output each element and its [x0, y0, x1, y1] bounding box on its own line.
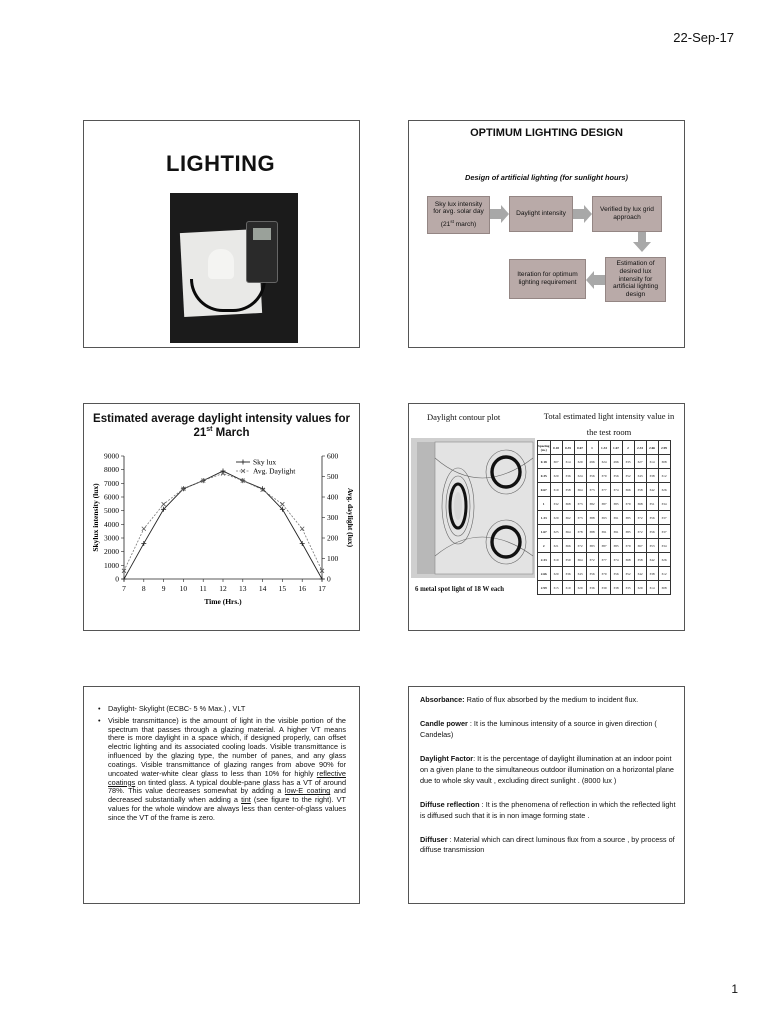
- y2-tick-label: 0: [327, 574, 331, 584]
- table-cell: 337: [658, 511, 670, 525]
- table-cell: 368: [622, 553, 634, 567]
- table-cell: 362: [562, 511, 574, 525]
- bullet-visible-transmittance: • Visible transmittance) is the amount of light in the visible portion of the spectrum that passes through a glazing material. A higher VT means there is more daylight in a space which, if designed properly, can offset electric lighting and its associated cooling loads. Visible transmittance is influenced by the glazing type, the number of panes, and any glass coatings. Visible transmittance of glazing ranges from above 90% for uncoated water-white clear glass to less than 10% for highly reflective coatings on tinted glass. A typical double-pane glass has a VT of around 78%. This value decreases somewhat by adding a low-E coating and decreased substantially when adding a tint (see figure to the right). VT values for the whole window are always less than center-of-glass values since the VT of the frame is zero.: [98, 717, 346, 823]
- data-point-sky-lux: [221, 469, 226, 474]
- y2-tick-label: 100: [327, 554, 339, 563]
- table-header-cell: 2.99: [658, 441, 670, 455]
- table-cell: 343: [634, 469, 646, 483]
- arrow-down-icon: [633, 231, 651, 252]
- table-cell: 307: [550, 455, 562, 469]
- x-tick-label: 11: [199, 584, 207, 593]
- table-cell: 356: [610, 567, 622, 581]
- x-tick-label: 9: [161, 584, 166, 593]
- table-cell: 314: [646, 581, 658, 595]
- table-cell: 1: [538, 497, 551, 511]
- slide-title: Estimated average daylight intensity values for 21st March: [93, 413, 350, 440]
- table-cell: 2: [538, 539, 551, 553]
- data-point-avg-daylight: [300, 527, 304, 531]
- x-tick-label: 7: [122, 584, 126, 593]
- y-tick-label: 3000: [104, 533, 119, 543]
- y2-tick-label: 500: [327, 472, 339, 481]
- table-cell: 338: [646, 469, 658, 483]
- definition-absorbance: Absorbance: Ratio of flux absorbed by the medium to incident flux.: [420, 695, 639, 704]
- table-cell: 368: [634, 497, 646, 511]
- table-cell: 0.67: [538, 483, 551, 497]
- table-cell: 320: [550, 567, 562, 581]
- table-cell: 377: [598, 483, 610, 497]
- table-cell: 334: [658, 539, 670, 553]
- data-point-avg-daylight: [142, 527, 146, 531]
- bullet-daylight-skylight: • Daylight- Skylight (ECBC- 5 % Max.) , VLT: [98, 705, 346, 714]
- photo-lux-meter-body: [246, 221, 278, 283]
- y-tick-label: 5000: [104, 506, 119, 516]
- table-cell: 373: [574, 497, 586, 511]
- lux-meter-photo: [170, 193, 298, 343]
- legend-marker-sky-lux: [241, 460, 246, 465]
- slide-daylight-chart: [83, 403, 360, 631]
- table-cell: 312: [658, 469, 670, 483]
- table-cell: 326: [658, 553, 670, 567]
- table-row: [538, 455, 671, 469]
- table-cell: 382: [586, 497, 598, 511]
- table-cell: 353: [646, 539, 658, 553]
- table-cell: 364: [562, 525, 574, 539]
- x-tick-label: 16: [298, 584, 306, 593]
- table-row: [538, 567, 671, 581]
- data-point-sky-lux: [320, 577, 325, 582]
- daylight-line-chart: [84, 404, 360, 631]
- table-cell: 329: [574, 455, 586, 469]
- table-cell: 356: [586, 567, 598, 581]
- x-tick-label: 14: [258, 584, 267, 593]
- table-cell: 377: [598, 553, 610, 567]
- contour-plot-heading: Daylight contour plot: [427, 412, 501, 422]
- table-cell: 2.99: [538, 581, 551, 595]
- data-point-avg-daylight: [280, 502, 284, 506]
- contour-graphic: [411, 438, 535, 578]
- table-heading: Total estimated light intensity value in the test room: [543, 411, 675, 438]
- table-cell: 336: [586, 581, 598, 595]
- table-cell: 391: [598, 525, 610, 539]
- table-cell: 0.35: [538, 469, 551, 483]
- flowchart-arrows: [409, 121, 685, 348]
- y-tick-label: 8000: [104, 465, 119, 475]
- table-row: [538, 511, 671, 525]
- definition-daylight-factor: Daylight Factor: It is the percentage of daylight illumination at an indoor point on a given plane to the simultaneous outdoor illumination on a horizontal plane due to whole sky vault , excluding direct sunlight . (8000 lux ): [420, 753, 674, 785]
- table-cell: 373: [574, 511, 586, 525]
- slide-title: LIGHTING: [166, 151, 276, 176]
- table-cell: 388: [586, 525, 598, 539]
- table-cell: 314: [646, 455, 658, 469]
- table-cell: 352: [622, 469, 634, 483]
- y2-tick-label: 600: [327, 451, 339, 461]
- table-cell: 370: [598, 567, 610, 581]
- table-cell: 0.18: [538, 455, 551, 469]
- table-cell: 372: [634, 511, 646, 525]
- table-cell: 334: [658, 497, 670, 511]
- table-row: [538, 525, 671, 539]
- table-header-cell: 2.66: [646, 441, 658, 455]
- table-cell: 338: [646, 567, 658, 581]
- table-cell: 329: [574, 581, 586, 595]
- table-cell: 387: [598, 539, 610, 553]
- table-cell: 356: [646, 511, 658, 525]
- table-cell: 342: [634, 567, 646, 581]
- table-header-cell: 1.33: [598, 441, 610, 455]
- x-tick-label: 15: [278, 584, 287, 593]
- table-cell: 385: [622, 525, 634, 539]
- data-point-sky-lux: [141, 541, 146, 546]
- y-axis-label: Skylux intensity (lux): [91, 483, 100, 552]
- table-cell: 325: [550, 525, 562, 539]
- table-cell: 358: [634, 483, 646, 497]
- x-tick-label: 12: [219, 584, 227, 593]
- table-cell: 374: [610, 553, 622, 567]
- x-tick-label: 8: [141, 584, 146, 593]
- table-row: [538, 553, 671, 567]
- y2-axis-label: Avg. daylight (lux): [346, 487, 355, 548]
- table-cell: 335: [622, 455, 634, 469]
- data-point-sky-lux: [300, 541, 305, 546]
- arrow-right-icon: [490, 205, 509, 223]
- table-cell: 319: [550, 553, 562, 567]
- table-header-cell: 0.18: [550, 441, 562, 455]
- bullet-list: [98, 705, 346, 826]
- arrow-left-icon: [586, 271, 605, 289]
- photo-meter-display: [253, 228, 271, 240]
- slide-lighting-title: [83, 120, 360, 348]
- y-tick-label: 1000: [104, 560, 119, 570]
- data-point-avg-daylight: [162, 502, 166, 506]
- table-cell: 337: [658, 525, 670, 539]
- table-cell: 308: [658, 581, 670, 595]
- x-tick-label: 10: [179, 584, 188, 593]
- flow-box-verified: Verified by lux grid approach: [592, 196, 662, 232]
- table-cell: 373: [586, 483, 598, 497]
- table-row: [538, 469, 671, 483]
- table-header-cell: 1.67: [610, 441, 622, 455]
- table-cell: 342: [646, 553, 658, 567]
- table-cell: 368: [562, 497, 574, 511]
- intensity-table: [537, 440, 671, 595]
- table-cell: 339: [598, 581, 610, 595]
- table-cell: 356: [610, 469, 622, 483]
- slide-title: OPTIMUM LIGHTING DESIGN: [470, 127, 623, 139]
- table-cell: 391: [610, 525, 622, 539]
- y-tick-label: 9000: [104, 451, 119, 461]
- table-cell: 352: [622, 567, 634, 581]
- table-cell: 338: [610, 581, 622, 595]
- y-tick-label: 4000: [104, 519, 119, 529]
- table-header-cell: 0.67: [574, 441, 586, 455]
- table-cell: 366: [622, 483, 634, 497]
- table-cell: 383: [586, 539, 598, 553]
- photo-light-sensor: [208, 249, 234, 279]
- table-cell: 358: [562, 483, 574, 497]
- definition-diffuser: Diffuser : Material which can direct luminous flux from a source , by process of diffuse transmission: [420, 834, 675, 855]
- slide-contour-plot: [408, 403, 685, 631]
- table-cell: 314: [562, 455, 574, 469]
- table-cell: 385: [610, 497, 622, 511]
- table-cell: 315: [550, 581, 562, 595]
- table-cell: 326: [658, 483, 670, 497]
- y-tick-label: 2000: [104, 547, 119, 557]
- page-date: 22-Sep-17: [673, 30, 734, 45]
- table-cell: 320: [550, 469, 562, 483]
- table-cell: 324: [598, 455, 610, 469]
- table-cell: 374: [610, 483, 622, 497]
- table-header-cell: 2: [622, 441, 634, 455]
- table-cell: 388: [586, 511, 598, 525]
- y2-tick-label: 200: [327, 533, 339, 543]
- table-cell: 308: [658, 455, 670, 469]
- y-tick-label: 6000: [104, 492, 119, 502]
- definitions-list: [420, 695, 676, 869]
- series-line-avg-daylight: [124, 473, 322, 570]
- slide-subtitle: Design of artificial lighting (for sunlight hours): [465, 173, 628, 182]
- table-cell: 321: [550, 539, 562, 553]
- table-cell: 378: [574, 525, 586, 539]
- page-number: 1: [731, 982, 738, 996]
- table-header-cell: 1: [586, 441, 598, 455]
- table-cell: 335: [622, 581, 634, 595]
- table-cell: 343: [574, 567, 586, 581]
- table-row: [538, 483, 671, 497]
- y-tick-label: 7000: [104, 478, 119, 488]
- definition-diffuse-reflection: Diffuse reflection : It is the phenomena of reflection in which the reflected light is diffused such that it is in non image forming state .: [420, 799, 676, 820]
- table-cell: 379: [622, 497, 634, 511]
- table-cell: 324: [574, 469, 586, 483]
- table-cell: 372: [634, 525, 646, 539]
- table-cell: 296: [586, 455, 598, 469]
- table-header-cell: Spacing (m.): [538, 441, 551, 455]
- x-tick-label: 17: [318, 584, 326, 593]
- table-cell: 2.66: [538, 567, 551, 581]
- table-cell: 1.33: [538, 511, 551, 525]
- definition-candle-power: Candle power : It is the luminous intensity of a source in given direction ( Candelas): [420, 718, 657, 739]
- slide-visible-transmittance: [83, 686, 360, 904]
- x-axis-label: Time (Hrs.): [204, 597, 242, 606]
- table-cell: 351: [646, 497, 658, 511]
- table-cell: 329: [634, 581, 646, 595]
- table-cell: 356: [646, 525, 658, 539]
- contour-caption: 6 metal spot light of 18 W each: [415, 586, 505, 593]
- series-line-sky-lux: [124, 471, 322, 579]
- table-cell: 319: [562, 581, 574, 595]
- table-cell: 329: [550, 511, 562, 525]
- table-cell: 312: [658, 567, 670, 581]
- flow-box-sky-lux: Sky lux intensity for avg. solar day (21st march): [427, 196, 490, 234]
- table-cell: 367: [634, 539, 646, 553]
- flow-box-daylight-intensity: Daylight intensity: [509, 196, 573, 232]
- table-cell: 372: [586, 553, 598, 567]
- table-cell: 319: [550, 483, 562, 497]
- table-cell: 364: [574, 483, 586, 497]
- table-cell: 359: [562, 553, 574, 567]
- y2-tick-label: 400: [327, 492, 339, 502]
- table-cell: 385: [610, 539, 622, 553]
- legend-label: Avg. Daylight: [253, 466, 296, 476]
- x-tick-label: 13: [239, 584, 247, 593]
- table-header-cell: 2.33: [634, 441, 646, 455]
- table-cell: 393: [598, 511, 610, 525]
- table-cell: 358: [634, 553, 646, 567]
- table-row: [538, 497, 671, 511]
- table-cell: 385: [622, 511, 634, 525]
- slide-definitions: [408, 686, 685, 904]
- daylight-contour-image: [411, 438, 535, 578]
- table-header-cell: 0.35: [562, 441, 574, 455]
- table-cell: 379: [622, 539, 634, 553]
- arrow-right-icon: [573, 205, 592, 223]
- table-cell: 1.67: [538, 525, 551, 539]
- table-cell: 366: [562, 539, 574, 553]
- y-tick-label: 0: [115, 574, 119, 584]
- table-cell: 372: [574, 539, 586, 553]
- data-point-sky-lux: [122, 577, 127, 582]
- slide-optimum-lighting-design: [408, 120, 685, 348]
- flow-box-estimation: Estimation of desired lux intensity for artificial lighting design: [605, 257, 666, 302]
- table-cell: 2.33: [538, 553, 551, 567]
- table-cell: 356: [586, 469, 598, 483]
- table-cell: 296: [610, 455, 622, 469]
- table-cell: 336: [562, 567, 574, 581]
- table-cell: 387: [598, 497, 610, 511]
- table-row: [538, 539, 671, 553]
- table-cell: 342: [646, 483, 658, 497]
- y2-tick-label: 300: [327, 513, 339, 522]
- table-cell: 327: [634, 455, 646, 469]
- table-row: [538, 581, 671, 595]
- table-cell: 391: [610, 511, 622, 525]
- table-cell: 370: [598, 469, 610, 483]
- table-cell: 364: [574, 553, 586, 567]
- legend-label: Sky lux: [253, 457, 277, 467]
- table-cell: 336: [562, 469, 574, 483]
- flow-box-iteration: Iteration for optimum lighting requirement: [509, 259, 586, 299]
- table-cell: 332: [550, 497, 562, 511]
